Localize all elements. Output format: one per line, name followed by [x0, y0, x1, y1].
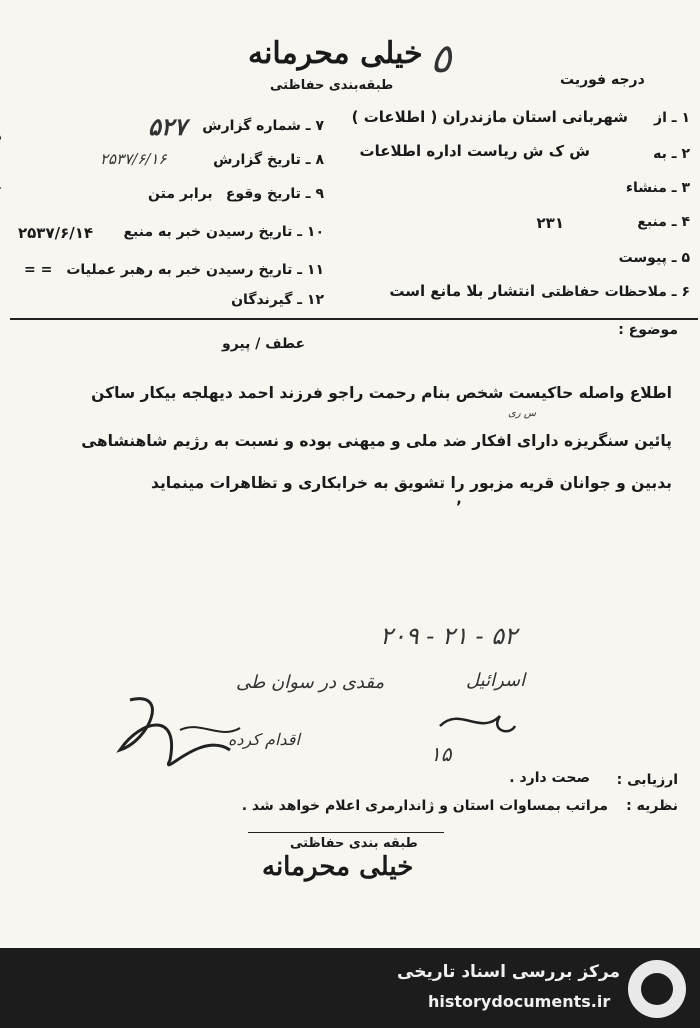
body-trailing-mark: ٬ — [456, 498, 462, 516]
evaluation-label: ارزیابی : — [616, 772, 678, 788]
body-line-3: بدبین و جوانان قریه مزبور را تشویق به خرابکاری و تظاهرات مینماید — [151, 474, 672, 492]
side-stamp — [0, 124, 1, 190]
field-report-date-label: ۸ ـ تاریخ گزارش — [213, 152, 324, 168]
classification-label: طبقه‌بندی حفاظتی — [270, 78, 394, 93]
field-report-number-label: ۷ ـ شماره گزارش — [202, 118, 324, 134]
signature-scribble — [110, 690, 250, 780]
handwritten-note-mid: اقدام کرده — [228, 730, 300, 749]
field-from-label: ۱ ـ از — [654, 110, 690, 126]
field-source-date-value: ۲۵۳۷/۶/۱۴ — [18, 224, 94, 242]
body-line-2: پائین سنگریزه دارای افکار ضد ملی و میهنی بوده و نسبت به رژیم شاهنشاهی — [81, 432, 672, 450]
handwritten-number-line: ۲۰۹ - ۲۱ - ۵۲ — [380, 622, 517, 650]
field-report-date-value: ۲۵۳۷/۶/۱۶ — [100, 150, 167, 168]
handwritten-day: ۱۵ — [430, 742, 452, 766]
opinion-value: مراتب بمساوات استان و ژاندارمری اعلام خواهد شد . — [241, 798, 608, 814]
opinion-label: نظریه : — [626, 798, 678, 814]
field-from-value: شهربانی استان مازندران ( اطلاعات ) — [351, 108, 628, 126]
field-to-value: ش ک ش ریاست اداره اطلاعات — [359, 142, 590, 160]
footer-url[interactable]: historydocuments.ir — [428, 992, 611, 1011]
corner-mark: ٥ — [430, 36, 452, 82]
field-recipients-label: ۱۲ ـ گیرندگان — [231, 292, 324, 308]
body-line-1: اطلاع واصله حاکیست شخص بنام رحمت راجو فرزند احمد دیهلجه بیکار ساکن — [91, 384, 672, 402]
field-origin-label: ۳ ـ منشاء — [625, 180, 690, 196]
field-attachment-label: ۵ ـ پیوست — [618, 250, 690, 266]
subject-value: عطف / پیرو — [222, 336, 306, 352]
footer-classification-label: طبقه بندی حفاظتی — [290, 836, 418, 851]
field-ops-date-label: ۱۱ ـ تاریخ رسیدن خبر به رهبر عملیات — [66, 262, 324, 278]
footer-classification-value: خیلی محرمانه — [262, 852, 414, 882]
field-source-value: ۲۳۱ — [536, 214, 564, 232]
footer-class-divider — [248, 832, 444, 833]
initials-scribble — [430, 696, 520, 746]
archive-logo-inner — [641, 973, 673, 1005]
handwritten-note-right: اسرائیل — [466, 670, 526, 691]
header-divider — [10, 318, 698, 320]
field-source-date-label: ۱۰ ـ تاریخ رسیدن خبر به منبع — [123, 224, 324, 240]
field-event-date-value: برابر متن — [148, 186, 213, 202]
field-security-label: ۶ ـ ملاحظات حفاظتی — [541, 284, 690, 300]
field-report-number-value: ۵۲۷ — [148, 112, 187, 141]
subject-label: موضوع : — [618, 322, 678, 338]
field-source-label: ۴ ـ منبع — [637, 214, 690, 230]
footer-bar — [0, 948, 700, 1028]
footer-org: مرکز بررسی اسناد تاریخی — [397, 962, 620, 982]
field-ops-date-value: = = — [24, 262, 53, 278]
field-event-date-label: ۹ ـ تاریخ وقوع — [225, 186, 324, 202]
field-security-value: انتشار بلا مانع است — [389, 282, 535, 300]
classification-title: خیلی محرمانه — [248, 36, 423, 71]
handwritten-note-left: مقدی در سوان طی — [236, 672, 385, 693]
evaluation-value: صحت دارد . — [509, 770, 590, 786]
priority-label: درجه فوریت — [560, 72, 645, 88]
body-insert-note: س ری — [508, 408, 537, 419]
field-to-label: ۲ ـ به — [653, 146, 690, 162]
